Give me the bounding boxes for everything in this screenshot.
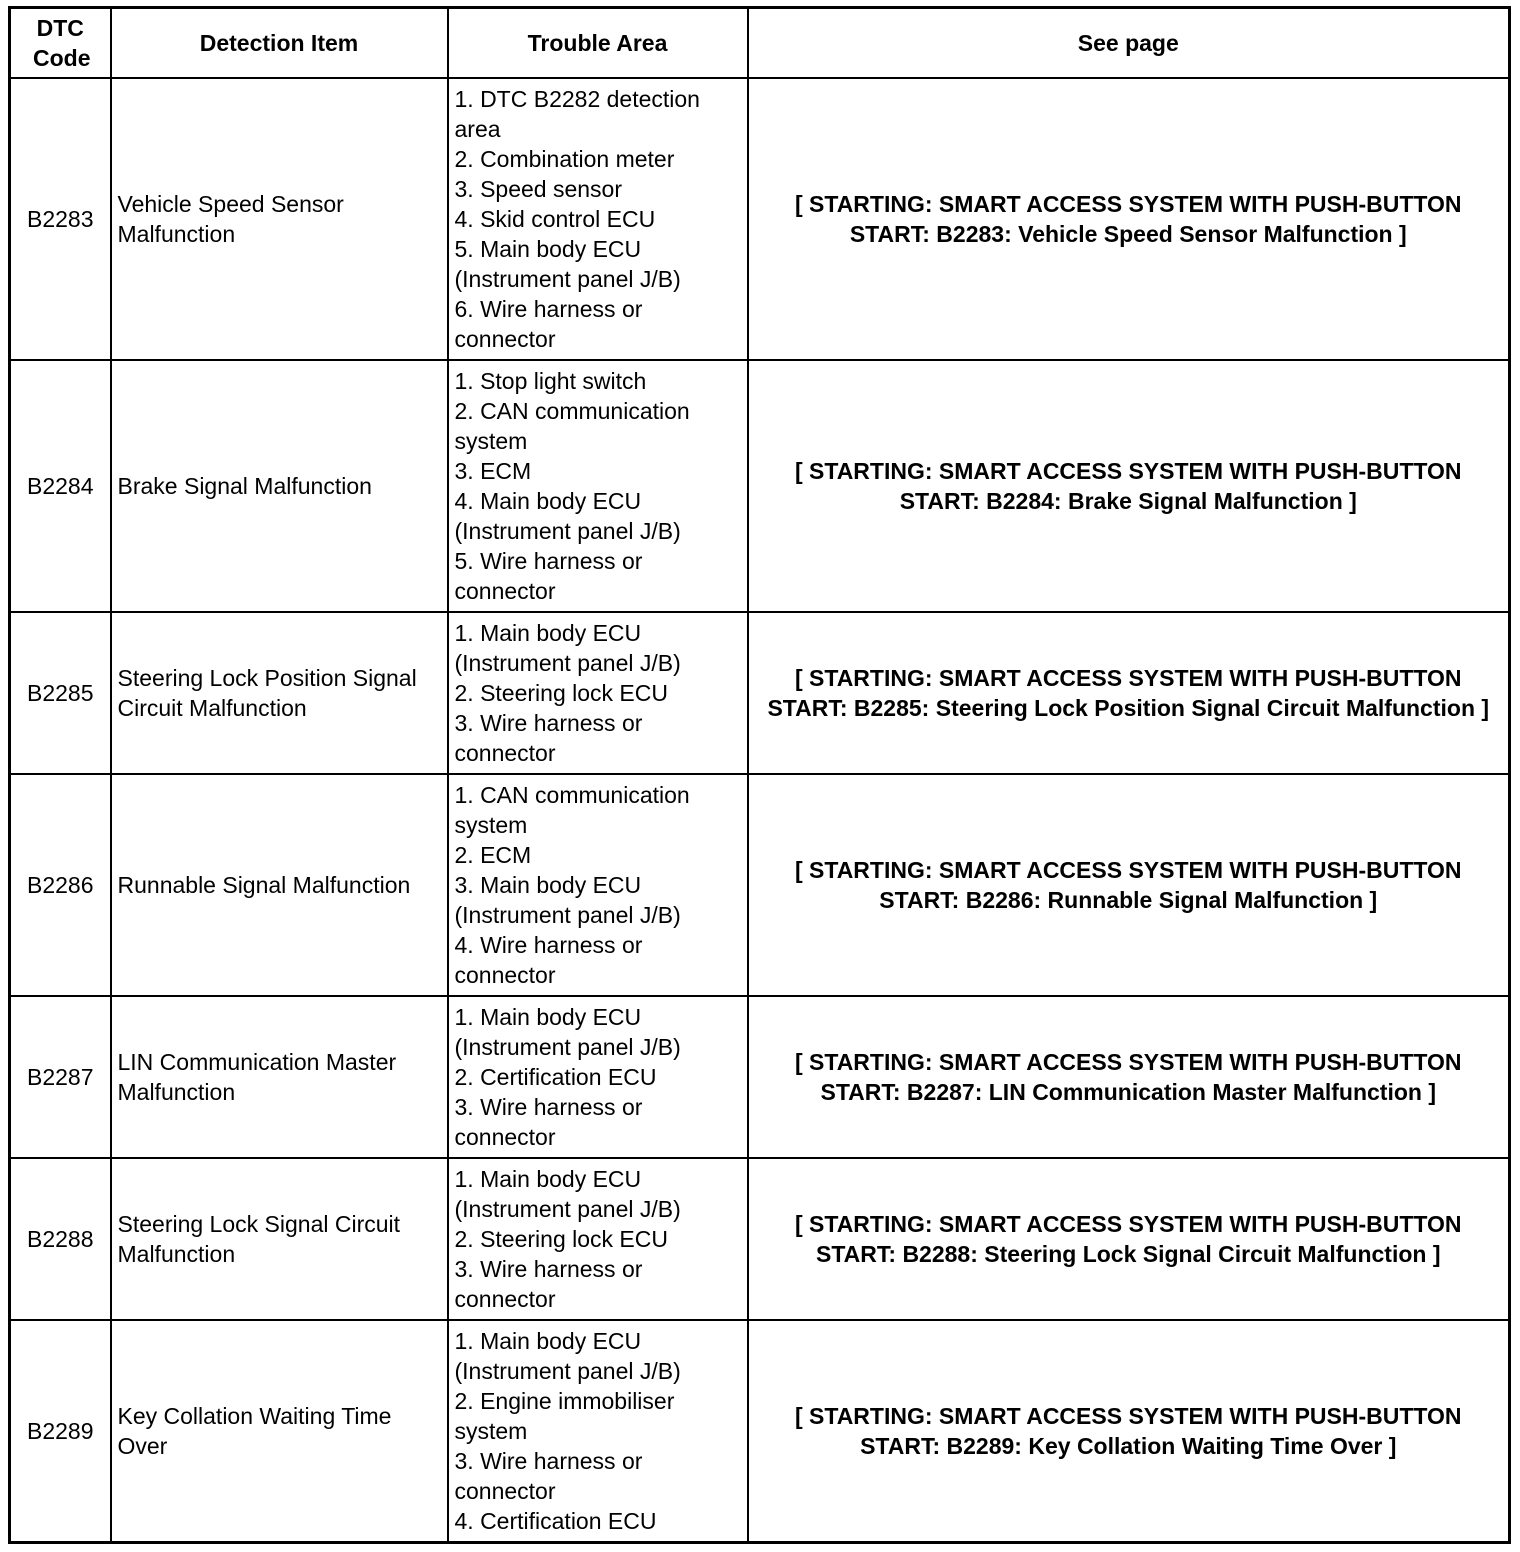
trouble-area-item: 3. Wire harness or connector	[454, 1447, 643, 1504]
dtc-table	[8, 6, 1511, 1544]
header-dtc-code: DTC Code	[10, 8, 111, 79]
see-page-link[interactable]: [ STARTING: SMART ACCESS SYSTEM WITH PUSH-BUTTON START: B2283: Vehicle Speed Sensor Malfunction ]	[748, 78, 1510, 360]
trouble-area-item: 2. Steering lock ECU	[454, 1226, 668, 1252]
dtc-code-cell: B2285	[10, 612, 111, 774]
trouble-area-cell	[448, 996, 748, 1158]
see-page-link[interactable]: [ STARTING: SMART ACCESS SYSTEM WITH PUSH-BUTTON START: B2285: Steering Lock Position Signal Circuit Malfunction ]	[748, 612, 1510, 774]
trouble-area-item: 4. Certification ECU	[454, 1507, 657, 1534]
trouble-area-cell	[448, 1320, 748, 1542]
trouble-area-item: 3. Main body ECU (Instrument panel J/B)	[454, 872, 681, 928]
trouble-area-cell	[448, 1158, 748, 1320]
dtc-code-cell: B2287	[10, 996, 111, 1158]
table-row	[10, 1320, 1510, 1542]
trouble-area-item: 6. Wire harness or connector	[454, 296, 643, 352]
detection-item-cell: Runnable Signal Malfunction	[111, 774, 448, 996]
table-row	[10, 774, 1510, 996]
trouble-area-item: 1. DTC B2282 detection area	[454, 86, 700, 142]
table-row	[10, 78, 1510, 360]
detection-item-cell: Steering Lock Position Signal Circuit Malfunction	[111, 612, 448, 774]
detection-item-cell: Vehicle Speed Sensor Malfunction	[111, 78, 448, 360]
trouble-area-item: 1. Main body ECU (Instrument panel J/B)	[454, 620, 681, 676]
dtc-code-cell: B2284	[10, 360, 111, 612]
trouble-area-item: 1. Stop light switch	[454, 368, 647, 394]
header-trouble-area: Trouble Area	[448, 8, 748, 79]
trouble-area-item: 5. Main body ECU (Instrument panel J/B)	[454, 236, 681, 292]
trouble-area-item: 2. ECM	[454, 842, 532, 868]
trouble-area-item: 5. Wire harness or connector	[454, 548, 643, 604]
table-row	[10, 1158, 1510, 1320]
detection-item-cell: Steering Lock Signal Circuit Malfunction	[111, 1158, 448, 1320]
see-page-link[interactable]: [ STARTING: SMART ACCESS SYSTEM WITH PUSH-BUTTON START: B2286: Runnable Signal Malfunction ]	[748, 774, 1510, 996]
trouble-area-item: 2. Certification ECU	[454, 1064, 657, 1090]
trouble-area-item: 4. Skid control ECU	[454, 206, 656, 232]
trouble-area-cell	[448, 78, 748, 360]
trouble-area-item: 2. Combination meter	[454, 146, 675, 172]
see-page-link[interactable]: [ STARTING: SMART ACCESS SYSTEM WITH PUSH-BUTTON START: B2288: Steering Lock Signal Circuit Malfunction ]	[748, 1158, 1510, 1320]
see-page-link[interactable]: [ STARTING: SMART ACCESS SYSTEM WITH PUSH-BUTTON START: B2287: LIN Communication Master Malfunction ]	[748, 996, 1510, 1158]
trouble-area-item: 3. Speed sensor	[454, 176, 623, 202]
table-row	[10, 612, 1510, 774]
trouble-area-cell	[448, 360, 748, 612]
trouble-area-item: 2. Engine immobiliser system	[454, 1387, 675, 1444]
trouble-area-item: 4. Wire harness or connector	[454, 932, 643, 988]
trouble-area-item: 1. Main body ECU (Instrument panel J/B)	[454, 1327, 681, 1384]
dtc-code-cell: B2286	[10, 774, 111, 996]
dtc-code-cell: B2283	[10, 78, 111, 360]
trouble-area-item: 1. CAN communication system	[454, 782, 690, 838]
trouble-area-item: 3. Wire harness or connector	[454, 710, 643, 766]
header-row	[10, 8, 1510, 79]
table-row	[10, 360, 1510, 612]
see-page-link[interactable]: [ STARTING: SMART ACCESS SYSTEM WITH PUSH-BUTTON START: B2289: Key Collation Waiting Time Over ]	[748, 1320, 1510, 1542]
table-row	[10, 996, 1510, 1158]
trouble-area-item: 1. Main body ECU (Instrument panel J/B)	[454, 1004, 681, 1060]
trouble-area-cell	[448, 774, 748, 996]
trouble-area-item: 4. Main body ECU (Instrument panel J/B)	[454, 488, 681, 544]
detection-item-cell: Key Collation Waiting Time Over	[111, 1320, 448, 1542]
header-see-page: See page	[748, 8, 1510, 79]
header-detection-item: Detection Item	[111, 8, 448, 79]
trouble-area-item: 3. ECM	[454, 458, 532, 484]
dtc-code-cell: B2288	[10, 1158, 111, 1320]
see-page-link[interactable]: [ STARTING: SMART ACCESS SYSTEM WITH PUSH-BUTTON START: B2284: Brake Signal Malfunction ]	[748, 360, 1510, 612]
trouble-area-item: 1. Main body ECU (Instrument panel J/B)	[454, 1166, 681, 1222]
trouble-area-item: 2. Steering lock ECU	[454, 680, 668, 706]
dtc-code-cell: B2289	[10, 1320, 111, 1542]
trouble-area-item: 2. CAN communication system	[454, 398, 690, 454]
detection-item-cell: Brake Signal Malfunction	[111, 360, 448, 612]
detection-item-cell: LIN Communication Master Malfunction	[111, 996, 448, 1158]
trouble-area-cell	[448, 612, 748, 774]
trouble-area-item: 3. Wire harness or connector	[454, 1094, 643, 1150]
trouble-area-item: 3. Wire harness or connector	[454, 1256, 643, 1312]
